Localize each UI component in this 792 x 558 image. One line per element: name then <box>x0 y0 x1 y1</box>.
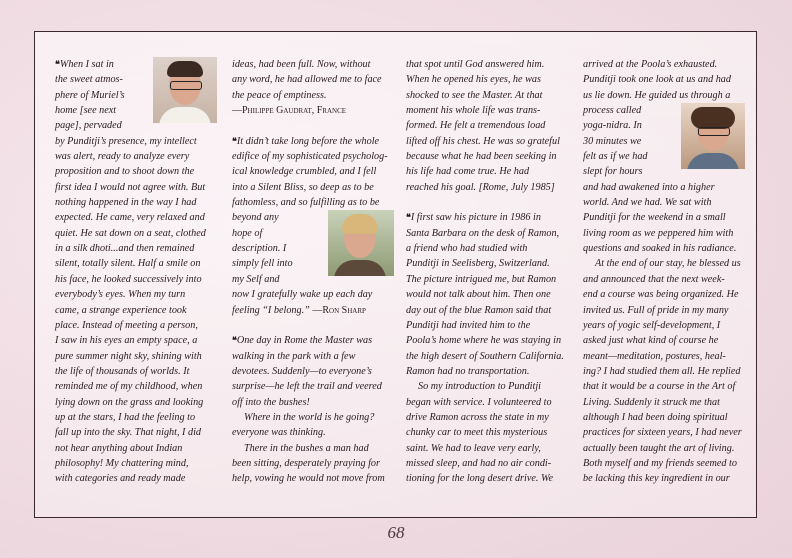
text-line: place. Instead of meeting a person, <box>55 319 198 331</box>
text-line: Poola’s home where he was staying in <box>406 335 562 347</box>
text-line: up at the stars, I had the feeling to <box>55 411 196 423</box>
text-line: my Self and <box>232 273 280 285</box>
text-line: expected. He came, very relaxed and <box>55 212 205 224</box>
photo-man-glasses <box>153 57 217 123</box>
text-line: and announced that the next week- <box>583 273 725 285</box>
text-line: Ramon had no transportation. <box>406 365 530 377</box>
text-line: proposition and to shoot down the <box>55 166 195 178</box>
text-line: came, a strange experience took <box>55 304 187 316</box>
text-line: I saw in his eyes an empty space, a <box>55 335 198 347</box>
text-line: moment his whole life was trans- <box>406 105 541 117</box>
column-1 <box>55 57 217 487</box>
text-line: pure summer night sky, shining with <box>55 350 202 362</box>
text-line: Santa Barbara on the desk of Ramon, <box>406 227 560 239</box>
text-line: devotees. Suddenly—to everyone’s <box>232 365 372 377</box>
text-line: description. I <box>232 243 287 255</box>
text-line: been sitting, desperately praying for <box>232 457 380 469</box>
text-line: process called <box>583 105 642 117</box>
photo-blond-man <box>328 210 394 276</box>
text-line: invited us. Full of pride in my many <box>583 304 729 316</box>
text-line: world. And we had. We sat with <box>583 197 712 209</box>
text-line: nothing happened in the way I had <box>55 197 197 209</box>
text-line: everybody’s eyes. When my turn <box>55 289 186 301</box>
text-line: everyone was thinking. <box>232 427 326 439</box>
text-line: Both myself and my friends seemed to <box>583 457 737 469</box>
quote-mark-icon: ❝ <box>232 335 237 346</box>
text-line: asked just what kind of course he <box>583 335 719 347</box>
text-line: When he opened his eyes, he was <box>406 74 541 86</box>
text-line: chunky car to meet this mysterious <box>406 427 548 439</box>
text-line: One day in Rome the Master was <box>236 335 373 347</box>
text-line: meant—meditation, postures, heal- <box>583 350 726 362</box>
text-line: quiet. He sat down on a seat, clothed <box>55 227 206 239</box>
text-line: ing? I had studied them all. He replied <box>583 365 741 377</box>
text-line: his face, he looked successively into <box>55 273 202 285</box>
text-line: home [see next <box>55 105 117 117</box>
text-line: the life of thousands of worlds. It <box>55 365 190 377</box>
page-number: 68 <box>387 523 405 542</box>
quote-mark-icon: ❝ <box>406 212 411 223</box>
text-line: would not talk about him. Then one <box>406 289 551 301</box>
column-4 <box>583 57 745 487</box>
text-line: his life had come true. He had <box>406 166 530 178</box>
text-line: reached his goal. [Rome, July 1985] <box>406 181 555 193</box>
text-line: reminded me of my childhood, when <box>55 381 203 393</box>
text-line: hope of <box>232 227 263 239</box>
text-line: the high desert of Southern California. <box>406 350 564 362</box>
photo-curly-man <box>681 103 745 169</box>
text-line: any word, he had allowed me to face <box>232 74 382 86</box>
quote-mark-icon: ❝ <box>232 135 237 146</box>
text-line: actually been taught the art of living. <box>583 442 735 454</box>
text-line: a friend who had studied with <box>406 243 528 255</box>
text-line: I first saw his picture in 1986 in <box>410 212 541 224</box>
text-line: now I gratefully wake up each day <box>232 289 373 301</box>
text-line: At the end of our stay, he blessed us <box>595 258 741 270</box>
text-line: because what he had been seeking in <box>406 151 557 163</box>
text-line: saint. We had to leave very early, <box>406 442 541 454</box>
text-line: Punditji for the weekend in a small <box>583 212 726 224</box>
text-line: beyond any <box>232 212 279 224</box>
text-line: day out of the blue Ramon said that <box>406 304 552 316</box>
text-line: Punditji had invited him to the <box>406 319 531 331</box>
text-line: living room as we peppered him with <box>583 227 734 239</box>
text-line: formed. He felt a tremendous load <box>406 120 546 132</box>
text-line: ical knowledge crumbled, and I fell <box>232 166 377 178</box>
text-line: missed sleep, and had no air condi- <box>406 457 552 469</box>
text-line: yoga-nidra. In <box>583 120 642 132</box>
text-line: lying down on the grass and looking <box>55 396 204 408</box>
text-line: that it would be a course in the Art of <box>583 381 736 393</box>
text-line: feeling “I belong.” <box>232 304 310 316</box>
signature-sharp: —Ron Sharp <box>312 304 366 316</box>
text-line: phere of Muriel’s <box>55 89 125 101</box>
text-line: silent, totally silent. Half a smile on <box>55 258 201 270</box>
text-line: began with service. I volunteered to <box>406 396 552 408</box>
column-2 <box>232 57 394 487</box>
text-line: and had awakened into a higher <box>583 181 715 193</box>
text-line: years of yogic self-development, I <box>583 319 721 331</box>
text-line: slept for hours <box>583 166 643 178</box>
page-frame <box>34 31 757 518</box>
text-line: that spot until God answered him. <box>406 59 545 70</box>
text-line: us lie down. He guided us through a <box>583 89 731 101</box>
text-line: page], pervaded <box>55 120 122 132</box>
text-line: walking in the park with a few <box>232 350 356 362</box>
text-line: end a course was being organized. He <box>583 289 739 301</box>
text-line: drive Ramon across the state in my <box>406 411 549 423</box>
text-line: in a silk dhoti...and then remained <box>55 243 195 255</box>
text-line: the sweet atmos- <box>55 74 123 86</box>
text-line: be lacking this key ingredient in our <box>583 473 730 485</box>
text-line: simply fell into <box>232 258 293 270</box>
text-line: help, vowing he would not move from <box>232 473 385 485</box>
quote-mark-icon: ❝ <box>55 59 60 69</box>
text-line: So my introduction to Punditji <box>418 381 541 393</box>
text-line: It didn’t take long before the whole <box>236 135 380 147</box>
text-line: ideas, had been full. Now, without <box>232 59 371 70</box>
text-line: by Punditji’s presence, my intellect <box>55 135 197 147</box>
text-line: although I had been doing spiritual <box>583 411 728 423</box>
text-line: There in the bushes a man had <box>244 442 369 454</box>
text-line: fathomless, and so fulfilling as to be <box>232 197 380 209</box>
text-line: fall up into the sky. That night, I did <box>55 427 202 439</box>
text-line: edifice of my sophisticated psycholog- <box>232 151 388 163</box>
text-line: philosophy! My chattering mind, <box>55 457 189 469</box>
text-line: practices for sixteen years, I had never <box>583 427 742 439</box>
text-line: into a Silent Bliss, so deep as to be <box>232 181 374 193</box>
text-line: not hear anything about Indian <box>55 442 183 454</box>
text-line: 30 minutes we <box>583 135 642 147</box>
text-line: questions and soaked in his radiance. <box>583 243 737 255</box>
signature-gaudrat: —Philippe Gaudrat, France <box>232 105 347 117</box>
text-line: was alert, ready to analyze every <box>55 151 190 163</box>
text-line: Living. Suddenly it struck me that <box>583 396 720 408</box>
text-line: arrived at the Poola’s exhausted. <box>583 59 718 70</box>
text-line: shocked to see the Master. At that <box>406 89 543 101</box>
text-line: surprise—he left the trail and veered <box>232 381 382 393</box>
text-line: felt as if we had <box>583 151 648 163</box>
text-line: The picture intrigued me, but Ramon <box>406 273 557 285</box>
text-line: When I sat in <box>59 59 114 70</box>
text-line: off into the bushes! <box>232 396 310 408</box>
text-line: Where in the world is he going? <box>244 411 375 423</box>
column-3 <box>406 57 568 487</box>
text-line: lifted off his chest. He was so grateful <box>406 135 560 147</box>
text-line: Punditji took one look at us and had <box>583 74 731 86</box>
text-line: Punditji in Seelisberg, Switzerland. <box>406 258 550 270</box>
text-line: tioning for the long desert drive. We <box>406 473 554 485</box>
text-line: with categories and ready made <box>55 473 186 485</box>
text-line: the peace of emptiness. <box>232 89 327 101</box>
text-line: first idea I would not agree with. But <box>55 181 206 193</box>
